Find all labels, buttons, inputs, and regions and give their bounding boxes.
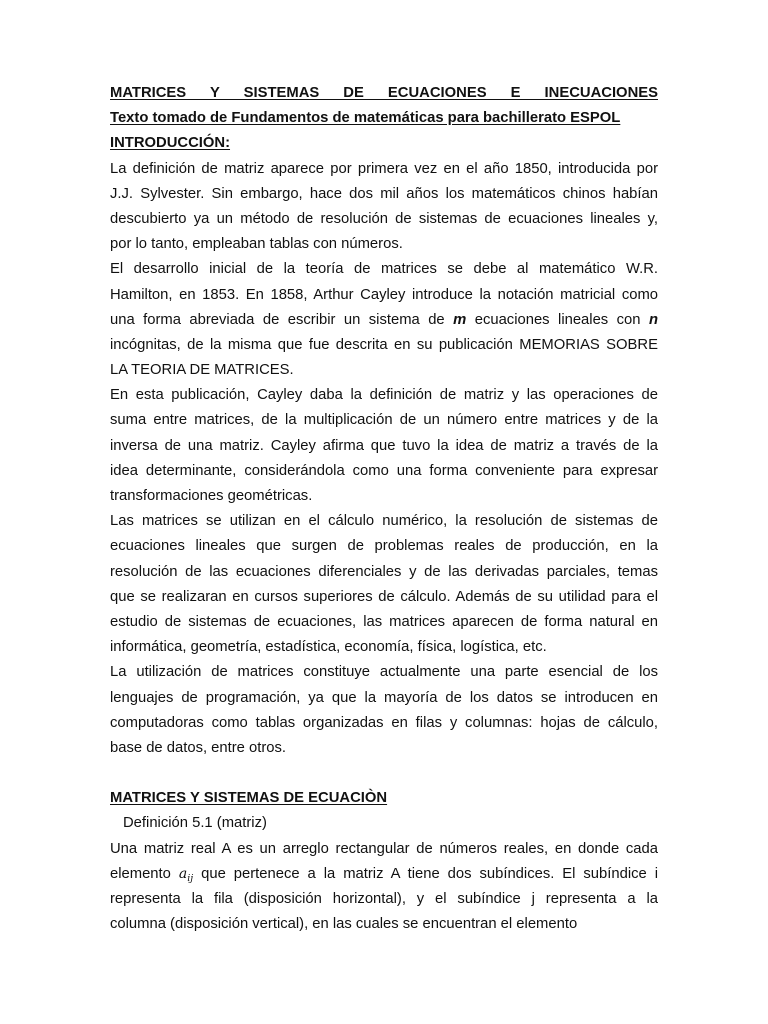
paragraph-line: descubierto ya un método de resolución de sistemas de ecuaciones lineales y, — [110, 210, 658, 227]
paragraph-line: transformaciones geométricas. — [110, 488, 313, 504]
matrix-element-symbol — [179, 866, 193, 882]
paragraph-line: informática, geometría, estadística, economía, física, logística, etc. — [110, 639, 547, 656]
line-text: una forma abreviada de escribir un sistema de — [110, 311, 454, 328]
paragraph-line: columna (disposición vertical), en las cuales se encuentran el elemento — [110, 916, 578, 933]
line-text: elemento — [110, 865, 179, 882]
paragraph-line: El desarrollo inicial de la teoría de matrices se debe al matemático W.R. — [110, 261, 658, 278]
paragraph-line: representa la fila (disposición horizontal), y el subíndice j representa a la — [110, 890, 658, 907]
paragraph-line: En esta publicación, Cayley daba la definición de matriz y las operaciones de — [110, 387, 658, 404]
paragraph-line: Una matriz real A es un arreglo rectangular de números reales, en donde cada — [110, 840, 658, 857]
document-page — [110, 81, 658, 937]
paragraph-line: resolución de las ecuaciones diferenciales y de las derivadas parciales, temas — [110, 563, 658, 580]
paragraph-line: base de datos, entre otros. — [110, 739, 287, 756]
intro-heading: INTRODUCCIÓN: — [110, 135, 231, 152]
intro-paragraph-2 — [110, 257, 658, 383]
document-title: MATRICES Y SISTEMAS DE ECUACIONES E INECUACIONES — [110, 85, 658, 101]
symbol-base: a — [178, 865, 188, 882]
line-text: que pertenece a la matriz A tiene dos subíndices. El subíndice i — [193, 865, 658, 882]
paragraph-line: La definición de matriz aparece por primera vez en el año 1850, introducida por — [110, 160, 658, 177]
variable-m: m — [453, 311, 467, 328]
definition-label: Definición 5.1 (matriz) — [123, 815, 267, 832]
source-note: Texto tomado de Fundamentos de matemáticas para bachillerato ESPOL — [110, 110, 621, 127]
intro-paragraph-4 — [110, 509, 658, 660]
variable-n: n — [648, 311, 658, 328]
intro-paragraph-1 — [110, 157, 658, 258]
paragraph-line: La utilización de matrices constituye actualmente una parte esencial de los — [110, 664, 658, 681]
symbol-subscript: ij — [187, 872, 194, 884]
paragraph-line: ecuaciones lineales que surgen de problemas reales de producción, en la — [110, 538, 658, 555]
paragraph-line: inversa de una matriz. Cayley afirma que tuvo la idea de matriz a través de la — [110, 437, 658, 454]
paragraph-line — [110, 308, 658, 333]
paragraph-line: computadoras como tablas organizadas en filas y columnas: hojas de cálculo, — [110, 714, 658, 731]
paragraph-line: estudio de sistemas de ecuaciones, las matrices aparecen de forma natural en — [110, 613, 658, 630]
definition-paragraph — [110, 837, 658, 938]
paragraph-line: Las matrices se utilizan en el cálculo numérico, la resolución de sistemas de — [110, 513, 658, 530]
line-text: ecuaciones lineales con — [466, 311, 649, 328]
paragraph-line: idea determinante, considerándola como una forma conveniente para expresar — [110, 462, 658, 479]
paragraph-line — [110, 862, 658, 887]
paragraph-line: suma entre matrices, de la multiplicación de un número entre matrices y de la — [110, 412, 658, 429]
paragraph-line: Hamilton, en 1853. En 1858, Arthur Cayley introduce la notación matricial como — [110, 286, 658, 303]
section-heading: MATRICES Y SISTEMAS DE ECUACIÒN — [110, 790, 388, 807]
intro-paragraph-3 — [110, 383, 658, 509]
paragraph-line: que se realizaran en cursos superiores de cálculo. Además de su utilidad para el — [110, 588, 658, 605]
intro-paragraph-5 — [110, 660, 658, 761]
paragraph-line: lenguajes de programación, ya que la mayoría de los datos se introducen en — [110, 689, 658, 706]
paragraph-line: incógnitas, de la misma que fue descrita en su publicación MEMORIAS SOBRE — [110, 336, 658, 353]
paragraph-line: por lo tanto, empleaban tablas con números. — [110, 236, 403, 253]
paragraph-line: LA TEORIA DE MATRICES. — [110, 362, 294, 379]
paragraph-line: J.J. Sylvester. Sin embargo, hace dos mil años los matemáticos chinos habían — [110, 185, 658, 202]
blank-line — [110, 761, 658, 786]
